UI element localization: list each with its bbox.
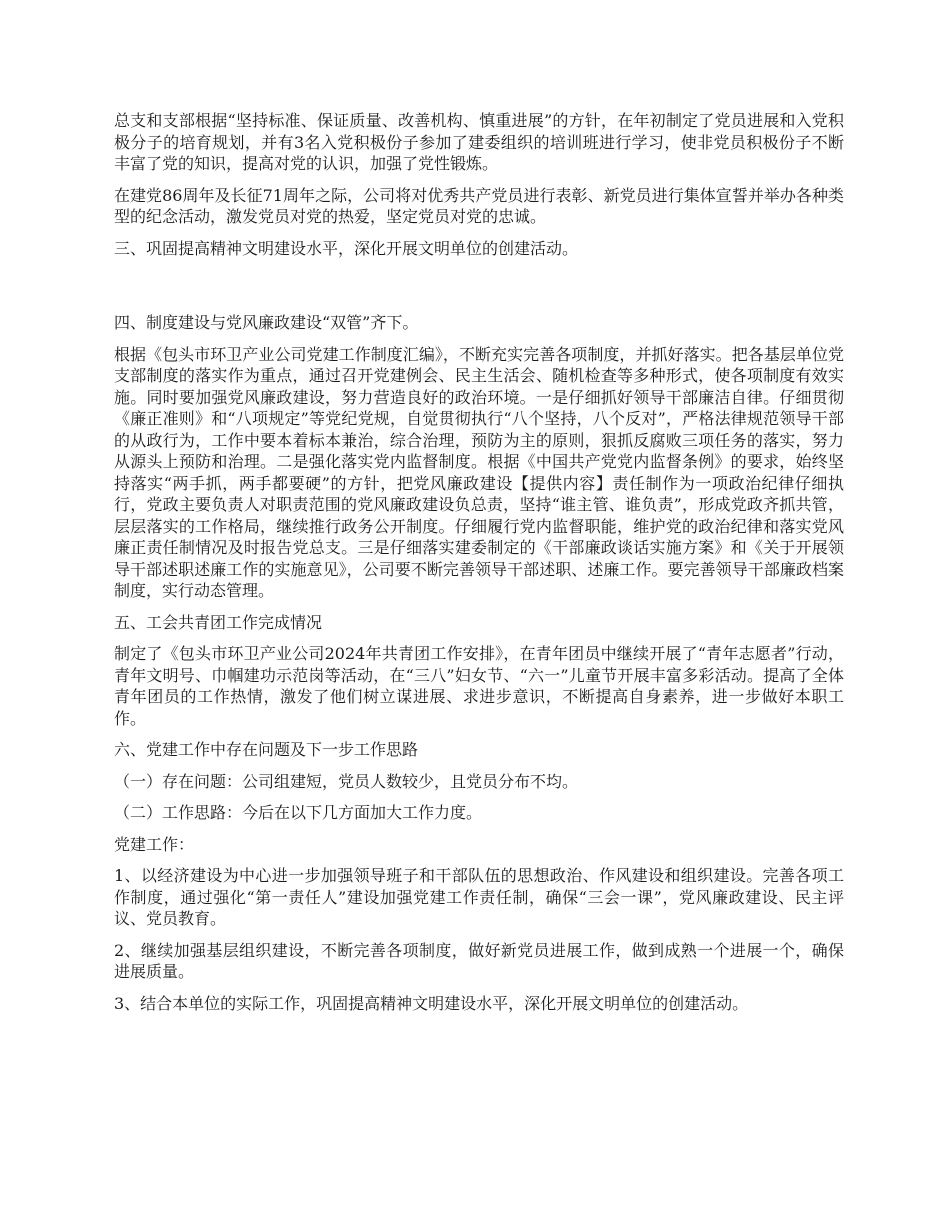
list-item-2: 2、继续加强基层组织建设，不断完善各项制度，做好新党员进展工作，做到成熟一个进展一个，确保进展质量。: [114, 940, 844, 981]
section-heading-4: 四、制度建设与党风廉政建设“双管”齐下。: [114, 313, 419, 332]
label-party-work: 党建工作：: [114, 834, 195, 854]
list-item-3: 3、结合本单位的实际工作，巩固提高精神文明建设水平，深化开展文明单位的创建活动。: [114, 993, 749, 1013]
paragraph-system-building: 根据《包头市环卫产业公司党建工作制度汇编》，不断充实完善各项制度，并抓好落实。把各基层单位党支部制度的落实作为重点，通过召开党建例会、民主生活会、随机检查等多种形式，使各项制度有效实施。同时要加强党风廉政建设，努力营造良好的政治环境。一是仔细抓好领导干部廉洁自律。仔细贯彻《廉正准则》和“八项规定”等党纪党规，自觉贯彻执行“八个坚持，八个反对”，严格法律规范领导干部的从政行为，工作中要本着标本兼治，综合治理，预防为主的原则，狠抓反腐败三项任务的落实，努力从源头上预防和治理。二是强化落实党内监督制度。根据《中国共产党党内监督条例》的要求，始终坚持落实“两手抓，两手都要硬”的方针，把党风廉政建设【提供内容】责任制作为一项政治纪律仔细执行，党政主要负责人对职责范围的党风廉政建设负总责，坚持“谁主管、谁负责”，形成党政齐抓共管，层层落实的工作格局，继续推行政务公开制度。仔细履行党内监督职能，维护党的政治纪律和落实党风廉正责任制情况及时报告党总支。三是仔细落实建委制定的《干部廉政谈话实施方案》和《关于开展领导干部述职述廉工作的实施意见》，公司要不断完善领导干部述职、述廉工作。要完善领导干部廉政档案制度，实行动态管理。: [114, 344, 844, 600]
blank-spacer: [114, 269, 844, 312]
paragraph-party-member-training: 总支和支部根据“坚持标准、保证质量、改善机构、慎重进展”的方针，在年初制定了党员进展和入党积极分子的培育规划，并有3名入党积极份子参加了建委组织的培训班进行学习，使非党员积极份子不断丰富了党的知识，提高对党的认识，加强了党性锻炼。: [114, 111, 844, 173]
paragraph-anniversary-activities: 在建党86周年及长征71周年之际，公司将对优秀共产党员进行表彰、新党员进行集体宣誓并举办各种类型的纪念活动，激发党员对党的热爱，坚定党员对党的忠诚。: [114, 185, 844, 226]
section-heading-5: 五、工会共青团工作完成情况: [114, 612, 323, 632]
document-body: [114, 110, 844, 1024]
list-item-1: 1、以经济建设为中心进一步加强领导班子和干部队伍的思想政治、作风建设和组织建设。完善各项工作制度，通过强化“第一责任人”建设加强党建工作责任制，确保“三会一课”，党风廉政建设、民主评议、党员教育。: [114, 866, 844, 928]
paragraph-work-ideas: （二）工作思路：今后在以下几方面加大工作力度。: [114, 803, 483, 822]
paragraph-problems: （一）存在问题：公司组建短，党员人数较少，且党员分布不均。: [114, 771, 579, 791]
section-heading-3: 三、巩固提高精神文明建设水平，深化开展文明单位的创建活动。: [114, 238, 579, 258]
section-heading-6: 六、党建工作中存在问题及下一步工作思路: [114, 740, 419, 759]
paragraph-youth-league: 制定了《包头市环卫产业公司2024年共青团工作安排》，在青年团员中继续开展了“青年志愿者”行动，青年文明号、巾帼建功示范岗等活动，在“三八”妇女节、“六一”儿童节开展丰富多彩活动。提高了全体青年团员的工作热情，激发了他们树立谋进展、求进步意识，不断提高自身素养，进一步做好本职工作。: [114, 644, 844, 728]
